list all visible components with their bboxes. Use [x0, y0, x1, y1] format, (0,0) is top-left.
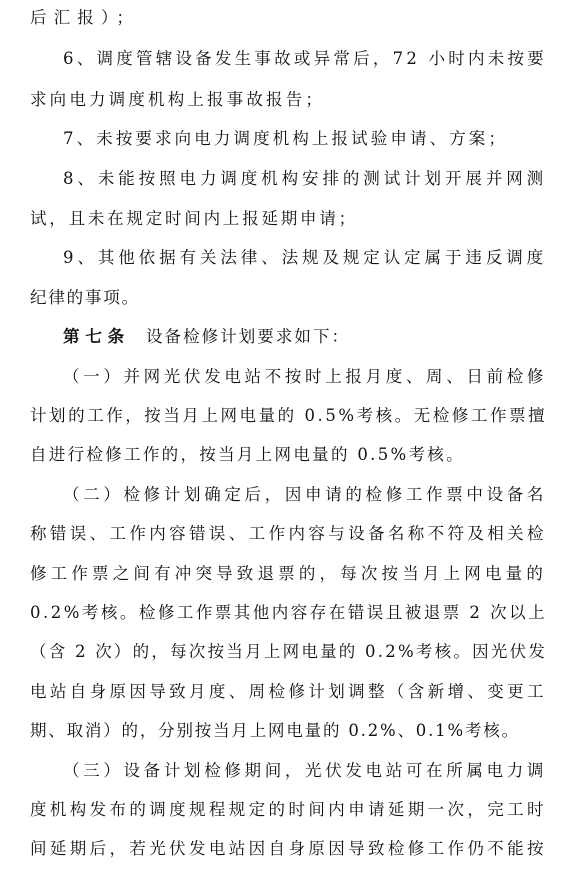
- text-line: [30, 795, 566, 825]
- line-text: 9、其他依据有关法律、法规及规定认定属于违反调度: [63, 248, 548, 267]
- text-line: [63, 164, 563, 194]
- line-text: 7、未按要求向电力调度机构上报试验申请、方案；: [63, 129, 509, 148]
- line-text: 度机构发布的调度规程规定的时间内申请延期一次，完工时: [30, 800, 547, 819]
- text-line: [30, 519, 566, 549]
- line-text: 纪律的事项。: [30, 288, 140, 307]
- line-text: 间延期后，若光伏发电站因自身原因导致检修工作仍不能按: [30, 839, 547, 858]
- text-line: [63, 44, 563, 74]
- text-line: [30, 716, 566, 746]
- text-line: [63, 756, 563, 786]
- line-text: 后汇报）；: [30, 8, 140, 27]
- text-line: [30, 598, 566, 628]
- line-text: 计划的工作，按当月上网电量的 0.5%考核。无检修工作票擅: [30, 406, 548, 425]
- line-text: 电站自身原因导致月度、周检修计划调整（含新增、变更工: [30, 682, 547, 701]
- line-text: （一）并网光伏发电站不按时上报月度、周、日前检修: [63, 367, 548, 386]
- line-text: 称错误、工作内容错误、工作内容与设备名称不符及相关检: [30, 524, 547, 543]
- text-line: [63, 480, 563, 510]
- text-line: [30, 283, 566, 313]
- line-text: 求向电力调度机构上报事故报告；: [30, 90, 326, 109]
- text-line: [63, 124, 563, 154]
- text-line: [30, 3, 566, 33]
- line-text: 期、取消）的，分别按当月上网电量的 0.2%、0.1%考核。: [30, 721, 520, 740]
- line-text: 试，且未在规定时间内上报延期申请；: [30, 209, 358, 228]
- line-text: （含 2 次）的，每次按当月上网电量的 0.2%考核。因光伏发: [30, 642, 548, 661]
- text-line: [30, 637, 566, 667]
- article-label: 第七条: [63, 327, 130, 346]
- line-text: （二）检修计划确定后，因申请的检修工作票中设备名: [63, 485, 548, 504]
- text-line: [30, 834, 566, 864]
- text-line: [30, 559, 566, 589]
- line-text: 6、调度管辖设备发生事故或异常后，72 小时内未按要: [63, 49, 547, 68]
- line-text: 0.2%考核。检修工作票其他内容存在错误且被退票 2 次以上: [30, 603, 548, 622]
- text-line: [30, 440, 566, 470]
- text-line: [30, 677, 566, 707]
- text-line: [30, 85, 566, 115]
- line-text: 修工作票之间有冲突导致退票的，每次按当月上网电量的: [30, 564, 547, 583]
- article-intro: 设备检修计划要求如下：: [146, 327, 351, 346]
- article-heading: [63, 322, 563, 352]
- line-text: （三）设备计划检修期间，光伏发电站可在所属电力调: [63, 761, 548, 780]
- line-text: 自进行检修工作的，按当月上网电量的 0.5%考核。: [30, 445, 465, 464]
- text-line: [63, 243, 563, 273]
- text-line: [30, 204, 566, 234]
- text-line: [30, 401, 566, 431]
- text-line: [63, 362, 563, 392]
- line-text: 8、未能按照电力调度机构安排的测试计划开展并网测: [63, 169, 548, 188]
